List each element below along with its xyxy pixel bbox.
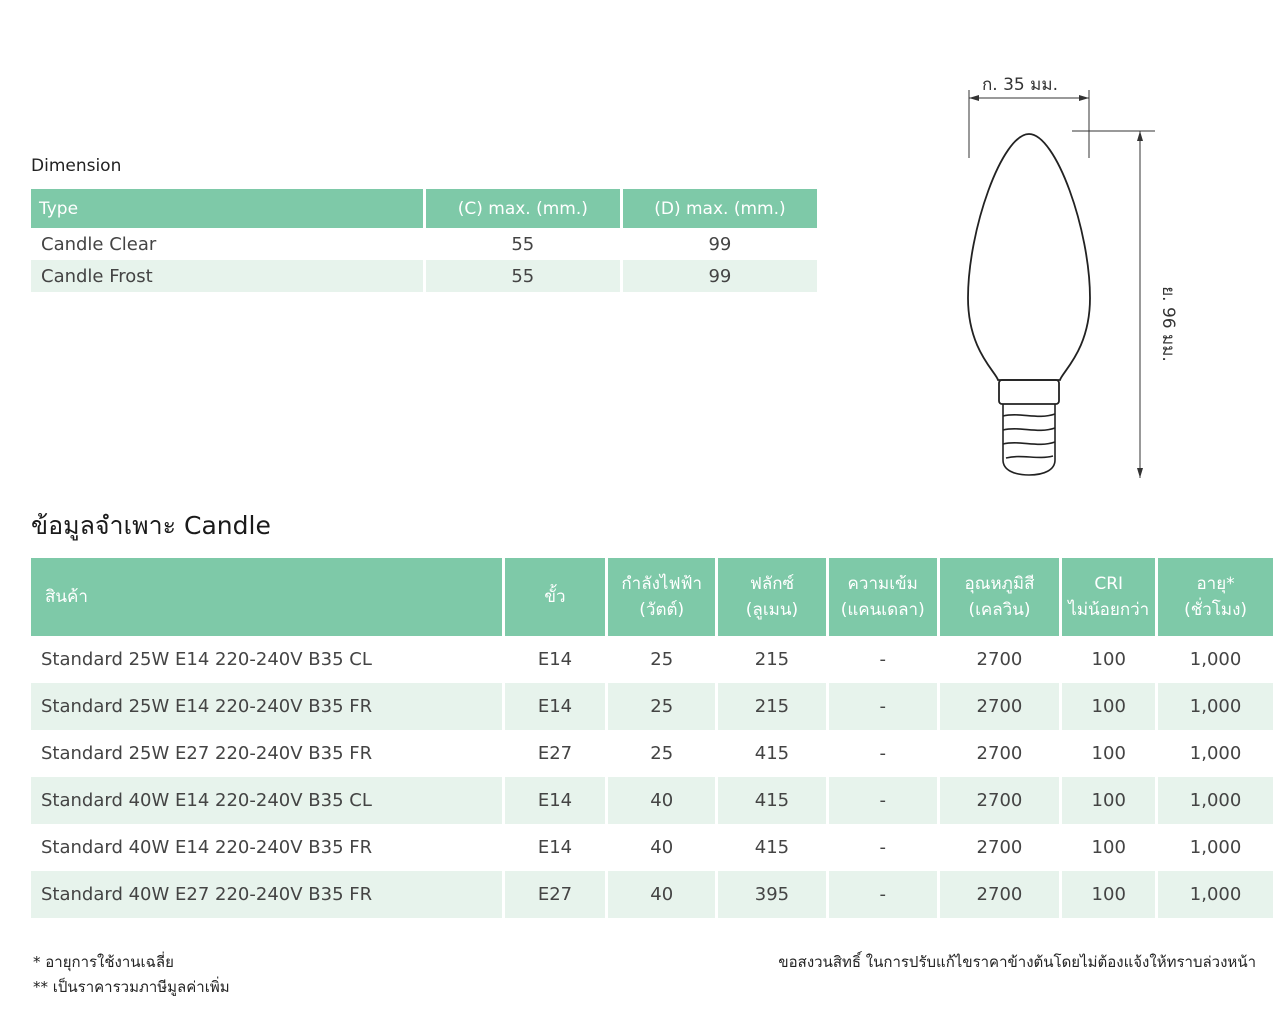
spec-cell-flux: 215 xyxy=(718,683,826,730)
spec-cell-intensity: - xyxy=(829,683,937,730)
spec-cell-product: Standard 40W E14 220-240V B35 CL xyxy=(31,777,502,824)
spec-cell-wattage: 40 xyxy=(608,777,715,824)
spec-cell-lifetime: 1,000 xyxy=(1189,743,1242,764)
spec-header-wattage: กำลังไฟฟ้า (วัตต์) xyxy=(608,558,715,636)
spec-cell-intensity: - xyxy=(829,777,937,824)
spec-cell-lifetime: 1,000 xyxy=(1189,649,1242,670)
dimension-cell-type: Candle Clear xyxy=(41,233,157,255)
spec-cell-color-temp: 2700 xyxy=(976,837,1023,858)
spec-cell-product: Standard 25W E27 220-240V B35 FR xyxy=(41,743,373,764)
spec-header-color-temp: อุณหภูมิสี (เคลวิน) xyxy=(940,558,1060,636)
spec-header-product: สินค้า xyxy=(31,558,502,636)
spec-cell-flux: 215 xyxy=(754,649,790,670)
dimension-header-c: (C) max. (mm.) xyxy=(426,189,620,228)
table-row xyxy=(31,871,1273,918)
dimension-cell-d: 99 xyxy=(708,233,732,255)
spec-cell-color-temp: 2700 xyxy=(940,683,1060,730)
price-disclaimer: ขอสงวนสิทธิ์ ในการปรับแก้ไขราคาข้างต้นโดยไม่ต้องแจ้งให้ทราบล่วงหน้า xyxy=(778,953,1256,971)
table-row xyxy=(31,824,1273,871)
table-row xyxy=(31,228,817,260)
spec-cell-flux: 415 xyxy=(754,743,790,764)
spec-cell-color-temp: 2700 xyxy=(976,743,1023,764)
spec-cell-base: E14 xyxy=(537,837,573,858)
dimension-header-row xyxy=(31,189,817,228)
spec-cell-product: Standard 40W E14 220-240V B35 FR xyxy=(41,837,373,858)
spec-cell-cri: 100 xyxy=(1091,649,1126,670)
height-label: ย. 96 มม. xyxy=(1158,286,1178,362)
spec-cell-base: E14 xyxy=(537,649,573,670)
spec-table xyxy=(28,558,1276,918)
spec-cell-flux: 415 xyxy=(718,777,826,824)
spec-cell-base: E27 xyxy=(537,743,573,764)
spec-cell-cri: 100 xyxy=(1062,777,1155,824)
spec-cell-cri: 100 xyxy=(1091,743,1126,764)
spec-cell-product: Standard 25W E14 220-240V B35 FR xyxy=(31,683,502,730)
spec-cell-color-temp: 2700 xyxy=(976,649,1023,670)
spec-cell-wattage: 25 xyxy=(650,743,674,764)
spec-cell-cri: 100 xyxy=(1091,837,1126,858)
spec-header-base: ขั้ว xyxy=(505,558,606,636)
spec-cell-base: E14 xyxy=(505,777,606,824)
height-dimension-line xyxy=(1072,131,1155,478)
dimension-cell-d: 99 xyxy=(623,260,817,292)
footnote-vat-included: ** เป็นราคารวมภาษีมูลค่าเพิ่ม xyxy=(33,978,230,996)
spec-header-row xyxy=(31,558,1273,636)
width-dimension-line xyxy=(969,90,1089,158)
bulb-screw-base xyxy=(1003,404,1055,475)
spec-header-intensity: ความเข้ม (แคนเดลา) xyxy=(829,558,937,636)
dimension-heading: Dimension xyxy=(31,156,122,176)
bulb-glass-outline xyxy=(968,134,1090,380)
spec-heading: ข้อมูลจำเพาะ Candle xyxy=(31,511,271,540)
spec-cell-color-temp: 2700 xyxy=(940,777,1060,824)
dimension-cell-c: 55 xyxy=(511,233,535,255)
spec-cell-base: E27 xyxy=(505,871,606,918)
spec-header-cri: CRI ไม่น้อยกว่า xyxy=(1062,558,1155,636)
table-row xyxy=(31,777,1273,824)
spec-cell-lifetime: 1,000 xyxy=(1189,837,1242,858)
spec-cell-lifetime: 1,000 xyxy=(1158,777,1273,824)
footnote-average-lifetime: * อายุการใช้งานเฉลี่ย xyxy=(33,953,174,971)
dimension-table xyxy=(28,189,820,292)
dimension-cell-type: Candle Frost xyxy=(31,260,423,292)
bulb-collar xyxy=(999,380,1059,404)
candle-bulb-diagram xyxy=(940,60,1180,490)
spec-cell-wattage: 40 xyxy=(608,871,715,918)
spec-cell-flux: 395 xyxy=(718,871,826,918)
table-row xyxy=(31,636,1273,683)
table-row xyxy=(31,260,817,292)
width-label: ก. 35 มม. xyxy=(982,75,1058,95)
spec-cell-intensity: - xyxy=(879,837,886,858)
spec-cell-base: E14 xyxy=(505,683,606,730)
dimension-header-type: Type xyxy=(31,189,423,228)
dimension-header-d: (D) max. (mm.) xyxy=(623,189,817,228)
spec-cell-wattage: 25 xyxy=(650,649,674,670)
spec-header-lifetime: อายุ* (ชั่วโมง) xyxy=(1158,558,1273,636)
dimension-cell-c: 55 xyxy=(426,260,620,292)
spec-cell-intensity: - xyxy=(879,649,886,670)
spec-header-flux: ฟลักซ์ (ลูเมน) xyxy=(718,558,826,636)
spec-cell-color-temp: 2700 xyxy=(940,871,1060,918)
spec-cell-cri: 100 xyxy=(1062,683,1155,730)
spec-cell-lifetime: 1,000 xyxy=(1158,871,1273,918)
table-row xyxy=(31,683,1273,730)
spec-cell-product: Standard 25W E14 220-240V B35 CL xyxy=(41,649,372,670)
spec-cell-wattage: 25 xyxy=(608,683,715,730)
table-row xyxy=(31,730,1273,777)
spec-cell-product: Standard 40W E27 220-240V B35 FR xyxy=(31,871,502,918)
spec-cell-lifetime: 1,000 xyxy=(1158,683,1273,730)
spec-cell-intensity: - xyxy=(829,871,937,918)
spec-cell-intensity: - xyxy=(879,743,886,764)
spec-cell-wattage: 40 xyxy=(650,837,674,858)
spec-cell-flux: 415 xyxy=(754,837,790,858)
spec-cell-cri: 100 xyxy=(1062,871,1155,918)
